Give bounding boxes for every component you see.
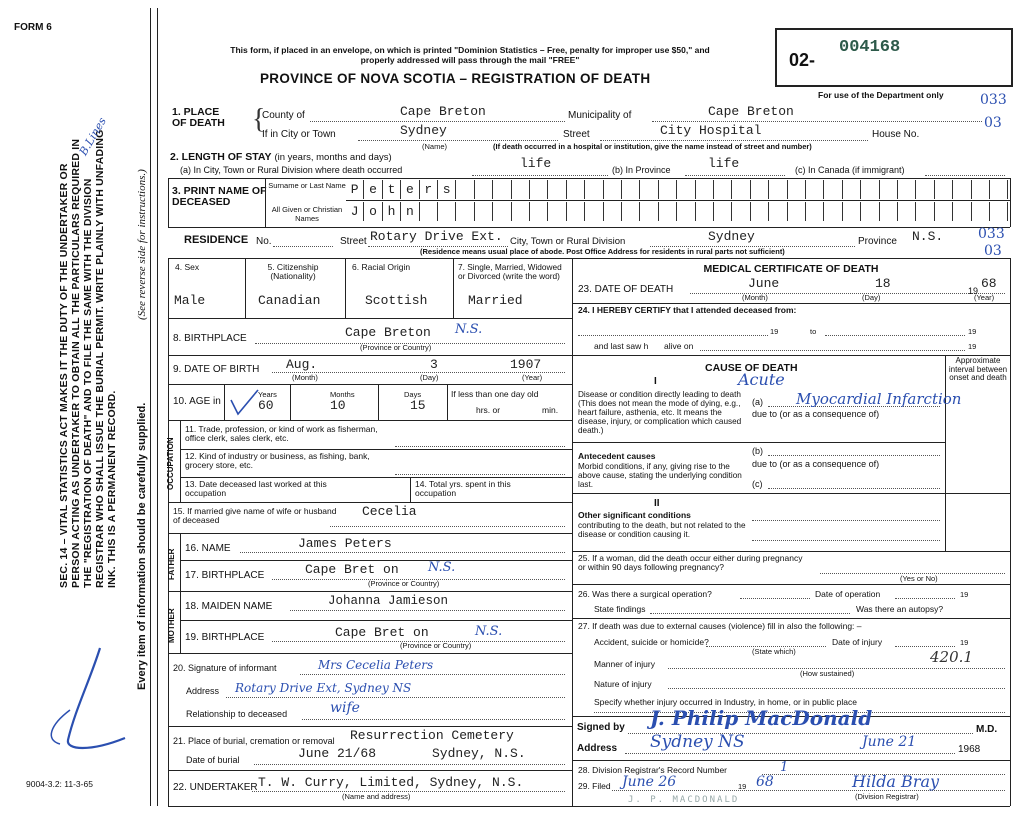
antecedent-label: Antecedent causes: [578, 451, 656, 461]
letter-box: [640, 202, 658, 221]
letter-box: e: [401, 180, 419, 199]
citizenship-label: 5. Citizenship (Nationality): [267, 262, 319, 281]
nature-label: Nature of injury: [594, 679, 652, 689]
letter-box: [677, 202, 695, 221]
letter-box: [475, 202, 493, 221]
dob-month: Aug.: [286, 357, 318, 372]
state-which-caption: (State which): [752, 647, 796, 656]
letter-box: [843, 180, 861, 199]
letter-box: [806, 202, 824, 221]
residence-label: RESIDENCE: [184, 234, 249, 246]
letter-box: [732, 180, 750, 199]
marital-label: 7. Single, Married, Widowed or Divorced (write the word): [458, 262, 562, 281]
letter-box: [659, 202, 677, 221]
letter-box: [843, 202, 861, 221]
city-value: Sydney: [400, 123, 447, 138]
dept-code-3: 033: [978, 226, 1005, 242]
supplied-notice: Every item of information should be carefully supplied.: [136, 402, 148, 690]
burial-date-city: Sydney, N.S.: [432, 746, 526, 761]
letter-box: [696, 180, 714, 199]
letter-box: [493, 202, 511, 221]
residence-city-value: Sydney: [708, 229, 755, 244]
father-name-label: 16. NAME: [185, 543, 231, 554]
mother-name-label: 18. MAIDEN NAME: [185, 601, 273, 612]
alive-19: 19: [968, 342, 977, 351]
letter-box: [640, 180, 658, 199]
undertaker-caption: (Name and address): [342, 792, 411, 801]
letter-box: [953, 202, 971, 221]
stay-b-label: (b) In Province: [612, 165, 671, 175]
certify-label: 24. I HEREBY CERTIFY that I attended deceased from:: [578, 305, 797, 315]
injury-19: 19: [960, 638, 969, 647]
age-months-caption: Months: [330, 390, 355, 399]
informant-sig-label: 20. Signature of informant: [173, 663, 277, 673]
yes-no-caption: (Yes or No): [900, 574, 938, 583]
stock-code: 9004-3.2: 11-3-65: [26, 779, 93, 789]
stamp-name: J. P. MACDONALD: [628, 795, 740, 805]
dod-year-caption: (Year): [974, 293, 995, 302]
letter-box: [898, 180, 916, 199]
letter-box: [585, 202, 603, 221]
name-caption: (Name): [422, 142, 448, 151]
signer-address: Sydney NS: [650, 732, 745, 752]
letter-box: h: [383, 202, 401, 221]
dod-year: 68: [981, 276, 997, 291]
dod-month: June: [748, 276, 780, 291]
given-label: All Given or Christian Names: [271, 205, 343, 223]
mother-bp-label: 19. BIRTHPLACE: [185, 632, 265, 643]
registrar-caption: (Division Registrar): [855, 792, 919, 801]
medical-heading: MEDICAL CERTIFICATE OF DEATH: [703, 263, 879, 275]
county-label: County of: [262, 110, 305, 121]
page-title: PROVINCE OF NOVA SCOTIA – REGISTRATION OF DEATH: [260, 71, 651, 86]
stay-label: 2. LENGTH OF STAY (in years, months and days): [170, 151, 392, 163]
letter-box: [788, 180, 806, 199]
stay-a-value: life: [520, 156, 552, 171]
letter-box: [604, 180, 622, 199]
letter-box: [456, 180, 474, 199]
letter-box: [732, 202, 750, 221]
citizenship-value: Canadian: [258, 293, 321, 308]
signer-signature: J. Philip MacDonald: [650, 706, 873, 730]
residence-note: (Residence means usual place of abode. Post Office Address for residents in rural parts not sufficient): [420, 247, 785, 256]
residence-province-label: Province: [858, 236, 897, 247]
letter-box: [714, 202, 732, 221]
father-tab: FATHER: [167, 548, 176, 580]
letter-box: [972, 180, 990, 199]
burial-date-label: Date of burial: [186, 755, 240, 765]
letter-box: [714, 180, 732, 199]
place-of-death-label: 1. PLACE OF DEATH: [172, 106, 225, 129]
reverse-note: (See reverse side for instructions.): [136, 169, 148, 320]
father-bp-caption: (Province or Country): [368, 579, 440, 588]
age-label: 10. AGE in: [173, 396, 221, 407]
undertaker-label: 22. UNDERTAKER: [173, 782, 258, 793]
residence-street-label: Street: [340, 236, 367, 247]
dept-use-note: For use of the Department only: [818, 90, 944, 100]
letter-box: [696, 202, 714, 221]
age-days: 15: [410, 398, 426, 413]
letter-box: [438, 202, 456, 221]
letter-box: [622, 180, 640, 199]
stay-a-label: (a) In City, Town or Rural Division where death occurred: [180, 165, 403, 175]
letter-box: r: [420, 180, 438, 199]
stay-c-label: (c) In Canada (if immigrant): [795, 165, 905, 175]
q25-label: 25. If a woman, did the death occur either during pregnancy or within 90 days following pregnancy?: [578, 553, 803, 572]
cause-hand-2: Myocardial Infarction: [796, 390, 962, 408]
address-label: Address: [577, 743, 618, 754]
letter-box: P: [346, 180, 364, 199]
side-pen-mark: [30, 640, 150, 760]
letter-box: [493, 180, 511, 199]
letter-box: s: [438, 180, 456, 199]
letter-box: [788, 202, 806, 221]
letter-box: [953, 180, 971, 199]
filed-19: 19: [738, 782, 747, 791]
certify-to: to: [810, 327, 817, 336]
occupation-q11: 11. Trade, profession, or kind of work as fisherman, office clerk, sales clerk, etc.: [185, 424, 378, 443]
letter-box: [916, 202, 934, 221]
sex-label: 4. Sex: [175, 262, 200, 272]
county-value: Cape Breton: [400, 104, 486, 119]
mother-bp-caption: (Province or Country): [400, 641, 472, 650]
age-years-caption: Years: [258, 390, 277, 399]
dept-code-1: 033: [980, 92, 1007, 108]
record-number: 1: [780, 760, 789, 775]
birthplace-label: 8. BIRTHPLACE: [173, 333, 247, 344]
age-checkmark: [228, 388, 264, 418]
cause-hand-1: Acute: [738, 370, 785, 389]
op-date-label: Date of operation: [815, 589, 881, 599]
letter-box: [990, 202, 1008, 221]
mother-bp-hand: N.S.: [475, 624, 503, 639]
dob-day-caption: (Day): [420, 373, 439, 382]
letter-box: o: [364, 202, 382, 221]
letter-box: [806, 180, 824, 199]
father-bp-hand: N.S.: [428, 560, 456, 575]
burial-place-label: 21. Place of burial, cremation or removal: [173, 736, 335, 746]
letter-box: n: [401, 202, 419, 221]
informant-addr-label: Address: [186, 686, 220, 696]
filed-year: 68: [756, 774, 774, 790]
mother-name: Johanna Jamieson: [328, 594, 449, 608]
street-value: City Hospital: [660, 123, 762, 138]
occupation-q13: 13. Date deceased last worked at this occupation: [185, 479, 327, 498]
cause-a: (a): [752, 397, 763, 407]
racial-value: Scottish: [365, 293, 428, 308]
letter-box: [972, 202, 990, 221]
signer-year: 1968: [958, 744, 981, 755]
signer-date: June 21: [862, 734, 917, 750]
letter-box: [935, 202, 953, 221]
last-saw-label: and last saw h: [594, 341, 649, 351]
dob-year: 1907: [510, 357, 542, 372]
letter-box: [935, 180, 953, 199]
letter-box: [751, 202, 769, 221]
form-label: FORM 6: [14, 22, 52, 33]
reg-number-prefix: 02-: [789, 50, 816, 70]
letter-box: [659, 180, 677, 199]
side-handwritten-note: B.Lines: [76, 115, 109, 158]
residence-no-label: No.: [256, 236, 272, 247]
burial-date: June 21/68: [298, 746, 377, 761]
letter-box: [880, 180, 898, 199]
letter-box: J: [346, 202, 364, 221]
birthplace-value: Cape Breton: [345, 325, 431, 340]
specify-label: Specify whether injury occurred in Industry, in home, or in public place: [594, 697, 857, 707]
op-19: 19: [960, 590, 969, 599]
manner-label: Manner of injury: [594, 659, 655, 669]
letter-box: [456, 202, 474, 221]
street-label: Street: [563, 129, 590, 140]
dob-label: 9. DATE OF BIRTH: [173, 364, 260, 375]
injury-date-label: Date of injury: [832, 637, 883, 647]
mail-note: This form, if placed in an envelope, on which is printed "Dominion Statistics – Free, penalty for improper use $50," and properly addressed will pass through the mail "FREE": [230, 45, 710, 65]
disease-label: Disease or condition directly leading to death (This does not mean the mode of dying, e.g., heart failure, asthenia, etc. It means the disease, injury, or complication which caused death.): [578, 390, 742, 435]
informant-rel-label: Relationship to deceased: [186, 709, 288, 719]
accident-label: Accident, suicide or homicide?: [594, 637, 709, 647]
dept-code-2: 03: [984, 115, 1002, 131]
letter-box: [677, 180, 695, 199]
father-bp-label: 17. BIRTHPLACE: [185, 570, 265, 581]
occupation-q14: 14. Total yrs. spent in this occupation: [415, 479, 511, 498]
q29-label: 29. Filed: [578, 781, 611, 791]
letter-box: [585, 180, 603, 199]
letter-box: [604, 202, 622, 221]
racial-label: 6. Racial Origin: [352, 262, 411, 272]
other-note: contributing to the death, but not related to the disease or condition causing it.: [578, 521, 746, 539]
mother-tab: MOTHER: [167, 608, 176, 643]
letter-box: t: [383, 180, 401, 199]
house-label: House No.: [872, 129, 920, 140]
letter-box: [916, 180, 934, 199]
part-ii-label: II: [654, 498, 660, 509]
residence-street-value: Rotary Drive Ext.: [370, 229, 503, 244]
letter-box: [769, 202, 787, 221]
informant-relationship: wife: [330, 700, 360, 716]
letter-box: [420, 202, 438, 221]
letter-box: [530, 202, 548, 221]
informant-signature: Mrs Cecelia Peters: [318, 658, 434, 672]
age-months: 10: [330, 398, 346, 413]
sex-value: Male: [174, 293, 206, 308]
birthplace-caption: (Province or Country): [360, 343, 432, 352]
hrs-label: hrs. or: [476, 405, 501, 415]
autopsy-label: Was there an autopsy?: [856, 604, 944, 614]
burial-place: Resurrection Cemetery: [350, 728, 514, 743]
surname-label: Surname or Last Name: [268, 181, 346, 190]
letter-box: [567, 180, 585, 199]
municipality-label: Municipality of: [568, 110, 632, 121]
marital-value: Married: [468, 293, 523, 308]
father-bp: Cape Bret on: [305, 562, 399, 577]
dob-year-caption: (Year): [522, 373, 543, 382]
due-b: due to (or as a consequence of): [752, 459, 880, 469]
letter-box: [567, 202, 585, 221]
letter-box: [512, 180, 530, 199]
occupation-q12: 12. Kind of industry or business, as fishing, bank, grocery store, etc.: [185, 451, 370, 470]
letter-box: [548, 202, 566, 221]
letter-box: [880, 202, 898, 221]
house-note: (If death occurred in a hospital or institution, give the name instead of street and number): [493, 142, 812, 151]
due-a: due to (or as a consequence of): [752, 409, 880, 419]
residence-city-label: City, Town or Rural Division: [510, 236, 626, 247]
residence-province-value: N.S.: [912, 229, 944, 244]
interval-label: Approximate interval between onset and death: [948, 356, 1008, 382]
antecedent-note: Morbid conditions, if any, giving rise to the above cause, stating the underlying condition last.: [578, 462, 742, 489]
informant-address: Rotary Drive Ext, Sydney NS: [235, 681, 412, 695]
dod-day: 18: [875, 276, 891, 291]
dod-month-caption: (Month): [742, 293, 768, 302]
q27-label: 27. If death was due to external causes (violence) fill in also the following: –: [578, 621, 862, 631]
wife-value: Cecelia: [362, 504, 417, 519]
print-name-label: 3. PRINT NAME OF DECEASED: [172, 185, 267, 208]
md-label: M.D.: [976, 724, 998, 735]
wife-label: 15. If married give name of wife or husband of deceased: [173, 506, 337, 525]
findings-label: State findings: [594, 604, 646, 614]
letter-box: [622, 202, 640, 221]
registrar-signature: Hilda Bray: [852, 772, 940, 791]
letter-box: [512, 202, 530, 221]
cause-c: (c): [752, 479, 763, 489]
dod-day-caption: (Day): [862, 293, 881, 302]
how-caption: (How sustained): [800, 669, 855, 678]
certify-19-b: 19: [968, 327, 977, 336]
letter-box: [861, 180, 879, 199]
occupation-tab: OCCUPATION: [166, 437, 175, 490]
letter-box: [990, 180, 1008, 199]
age-days-caption: Days: [404, 390, 422, 399]
signed-by-label: Signed by: [577, 722, 625, 733]
other-label: Other significant conditions: [578, 510, 691, 520]
statute-notice: SEC. 14 – VITAL STATISTICS ACT MAKES IT THE DUTY OF THE UNDERTAKER OR PERSON ACTING AS UNDERTAKER TO OBTAIN ALL THE PARTICULARS REQUIRED IN THE "REGISTRATION OF DEATH" AND TO FILE THE SAME WITH THE DIVISION REGISTRAR WHO SHALL ISSUE THE BURIAL PERMIT. WRITE PLAINLY WITH UNFADING INK. THIS IS A PERMANENT RECORD.: [58, 129, 118, 588]
letter-box: [769, 180, 787, 199]
cause-heading: CAUSE OF DEATH: [705, 362, 798, 374]
mother-bp: Cape Bret on: [335, 625, 429, 640]
reg-number-box: [775, 28, 1013, 87]
dod-label: 23. DATE OF DEATH: [578, 284, 674, 295]
age-years: 60: [258, 398, 274, 413]
dob-day: 3: [430, 357, 438, 372]
dod-year-prefix: 19: [968, 286, 979, 296]
dept-code-4: 03: [984, 243, 1002, 259]
letter-box: [548, 180, 566, 199]
birthplace-hand: N.S.: [455, 322, 483, 337]
letter-box: [824, 180, 842, 199]
undertaker-value: T. W. Curry, Limited, Sydney, N.S.: [258, 775, 524, 790]
father-name: James Peters: [298, 536, 392, 551]
q28-label: 28. Division Registrar's Record Number: [578, 765, 728, 775]
stay-b-value: life: [708, 156, 740, 171]
alive-on-label: alive on: [664, 341, 694, 351]
dob-month-caption: (Month): [292, 373, 318, 382]
filed-date: June 26: [622, 774, 677, 790]
letter-box: [530, 180, 548, 199]
letter-box: [861, 202, 879, 221]
less-than-day-label: If less than one day old: [451, 389, 539, 399]
city-label: If in City or Town: [262, 129, 336, 140]
q26-label: 26. Was there a surgical operation?: [578, 589, 712, 599]
letter-box: [898, 202, 916, 221]
municipality-value: Cape Breton: [708, 104, 794, 119]
letter-box: [824, 202, 842, 221]
letter-box: [751, 180, 769, 199]
certify-19-a: 19: [770, 327, 779, 336]
part-i-label: I: [654, 376, 657, 387]
letter-box: e: [364, 180, 382, 199]
letter-box: [475, 180, 493, 199]
reg-number-stamp: 004168: [839, 38, 901, 57]
code-hand: 420.1: [930, 648, 973, 666]
min-label: min.: [542, 405, 559, 415]
cause-b: (b): [752, 446, 763, 456]
